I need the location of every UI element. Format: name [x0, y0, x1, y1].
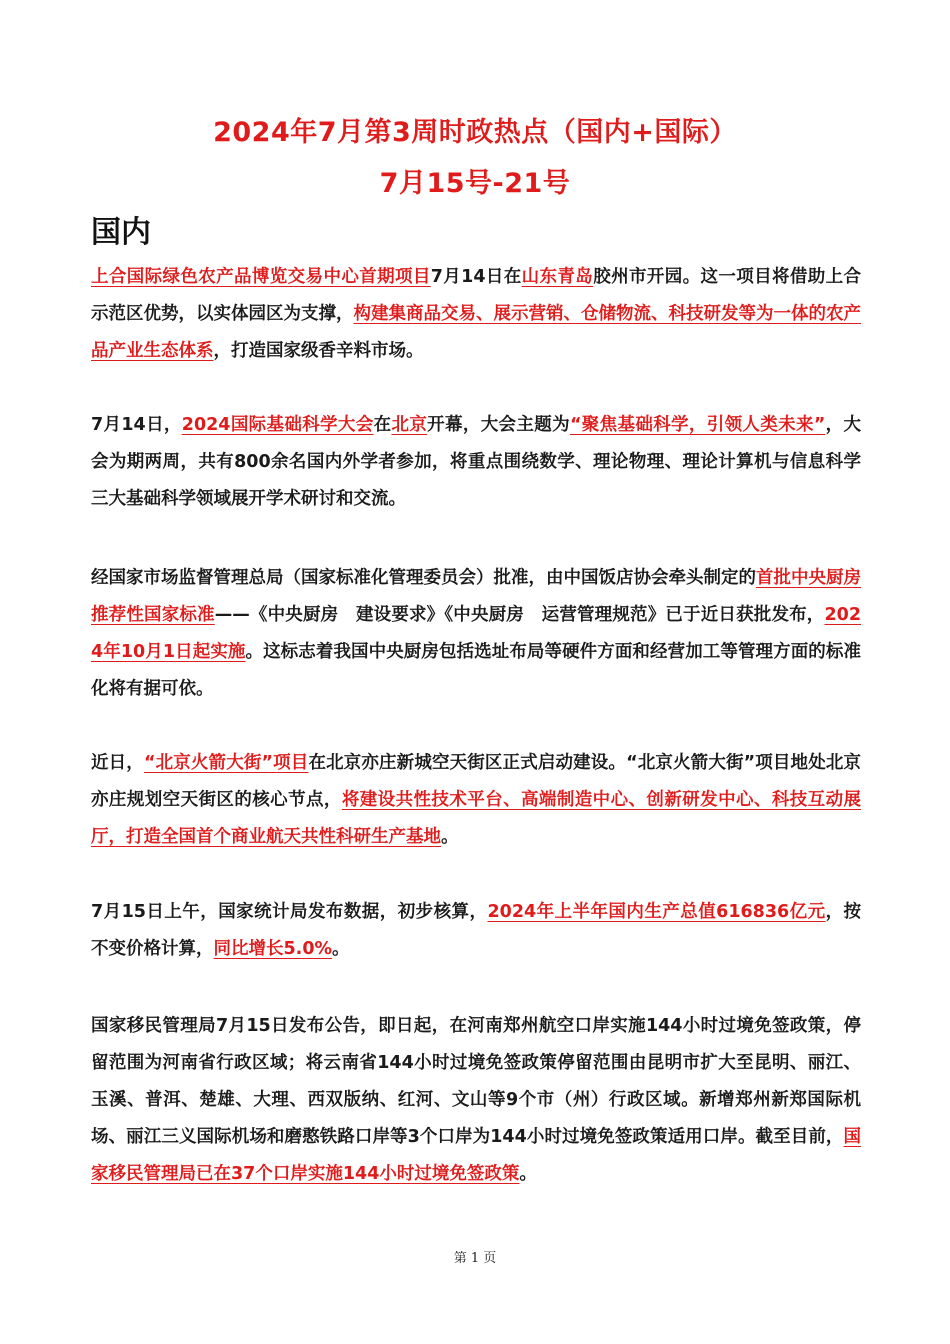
highlighted-key-point: “聚焦基础科学，引领人类未来” — [569, 415, 826, 435]
highlighted-key-point: 2024年10月1日起实施 — [91, 605, 861, 662]
paragraph-text: 。 — [332, 939, 350, 959]
paragraph-text: 开幕，大会主题为 — [427, 415, 570, 435]
paragraph-text: 。这标志着我国中央厨房包括选址布局等硬件方面和经营加工等管理方面的标准化将有据可依。 — [91, 642, 861, 699]
paragraph-text: ，大会为期两周，共有800余名国内外学者参加，将重点围绕数学、理论物理、理论计算机与信息科学三大基础科学领域展开学术研讨和交流。 — [91, 415, 862, 509]
paragraph-text: ，打造国家级香辛料市场。 — [213, 341, 424, 361]
highlighted-key-point: 国家移民管理局已在37个口岸实施144小时过境免签政策 — [91, 1127, 861, 1184]
page-subtitle-date-range: 7月15号-21号 — [379, 168, 571, 199]
paragraph-text: 经国家市场监督管理总局（国家标准化管理委员会）批准，由中国饭店协会牵头制定的 — [91, 568, 756, 588]
highlighted-key-point: 2024年上半年国内生产总值616836亿元 — [487, 902, 826, 922]
section-heading-domestic: 国内 — [91, 215, 151, 250]
highlighted-key-point: “北京火箭大街”项目 — [143, 753, 309, 773]
page-title: 2024年7月第3周时政热点（国内+国际） — [213, 117, 737, 148]
highlighted-key-point: 2024国际基础科学大会 — [181, 415, 374, 435]
news-paragraph — [91, 259, 861, 370]
news-paragraph — [91, 407, 861, 518]
highlighted-key-point: 构建集商品交易、展示营销、仓储物流、科技研发等为一体的农产品产业生态体系 — [91, 304, 861, 361]
paragraph-text: 国家移民管理局7月15日发布公告，即日起，在河南郑州航空口岸实施144小时过境免签政策，停留范围为河南省行政区域；将云南省144小时过境免签政策停留范围由昆明市扩大至昆明、丽江、玉溪、普洱、楚雄、大理、西双版纳、红河、文山等9个市（州）行政区域。新增郑州新郑国际机场、丽江三义国际机场和磨憨铁路口岸等3个口岸为144小时过境免签政策适用口岸。截至目前， — [91, 1016, 861, 1147]
news-paragraph — [91, 1008, 861, 1193]
paragraph-text: ——《中央厨房 建设要求》《中央厨房 运营管理规范》已于近日获批发布， — [214, 605, 825, 625]
paragraph-text: 。 — [441, 827, 459, 847]
paragraph-text: 7月14日在 — [430, 267, 522, 287]
news-paragraph — [91, 745, 861, 856]
paragraph-text: 。 — [519, 1164, 537, 1184]
paragraph-text: 7月14日， — [91, 415, 182, 435]
highlighted-key-point: 山东青岛 — [521, 267, 594, 287]
paragraph-text: 在 — [373, 415, 392, 435]
paragraph-text: 7月15日上午，国家统计局发布数据，初步核算， — [91, 902, 488, 922]
highlighted-key-point: 首批中央厨房推荐性国家标准 — [91, 568, 861, 625]
highlighted-key-point: 上合国际绿色农产品博览交易中心首期项目 — [91, 267, 431, 287]
highlighted-key-point: 将建设共性技术平台、高端制造中心、创新研发中心、科技互动展厅，打造全国首个商业航天共性科研生产基地 — [91, 790, 862, 847]
paragraph-text: 近日， — [91, 753, 144, 773]
highlighted-key-point: 北京 — [391, 415, 428, 435]
page-number: 第 1 页 — [453, 1251, 497, 1266]
news-paragraph — [91, 894, 861, 968]
paragraph-text: 胶州市开园。这一项目将借助上合示范区优势，以实体园区为支撑， — [91, 267, 862, 324]
paragraph-text: ，按不变价格计算， — [91, 902, 862, 959]
news-paragraph — [91, 560, 861, 708]
paragraph-text: 在北京亦庄新城空天街区正式启动建设。“北京火箭大街”项目地处北京亦庄规划空天街区的核心节点， — [91, 753, 861, 810]
highlighted-key-point: 同比增长5.0% — [213, 939, 333, 959]
